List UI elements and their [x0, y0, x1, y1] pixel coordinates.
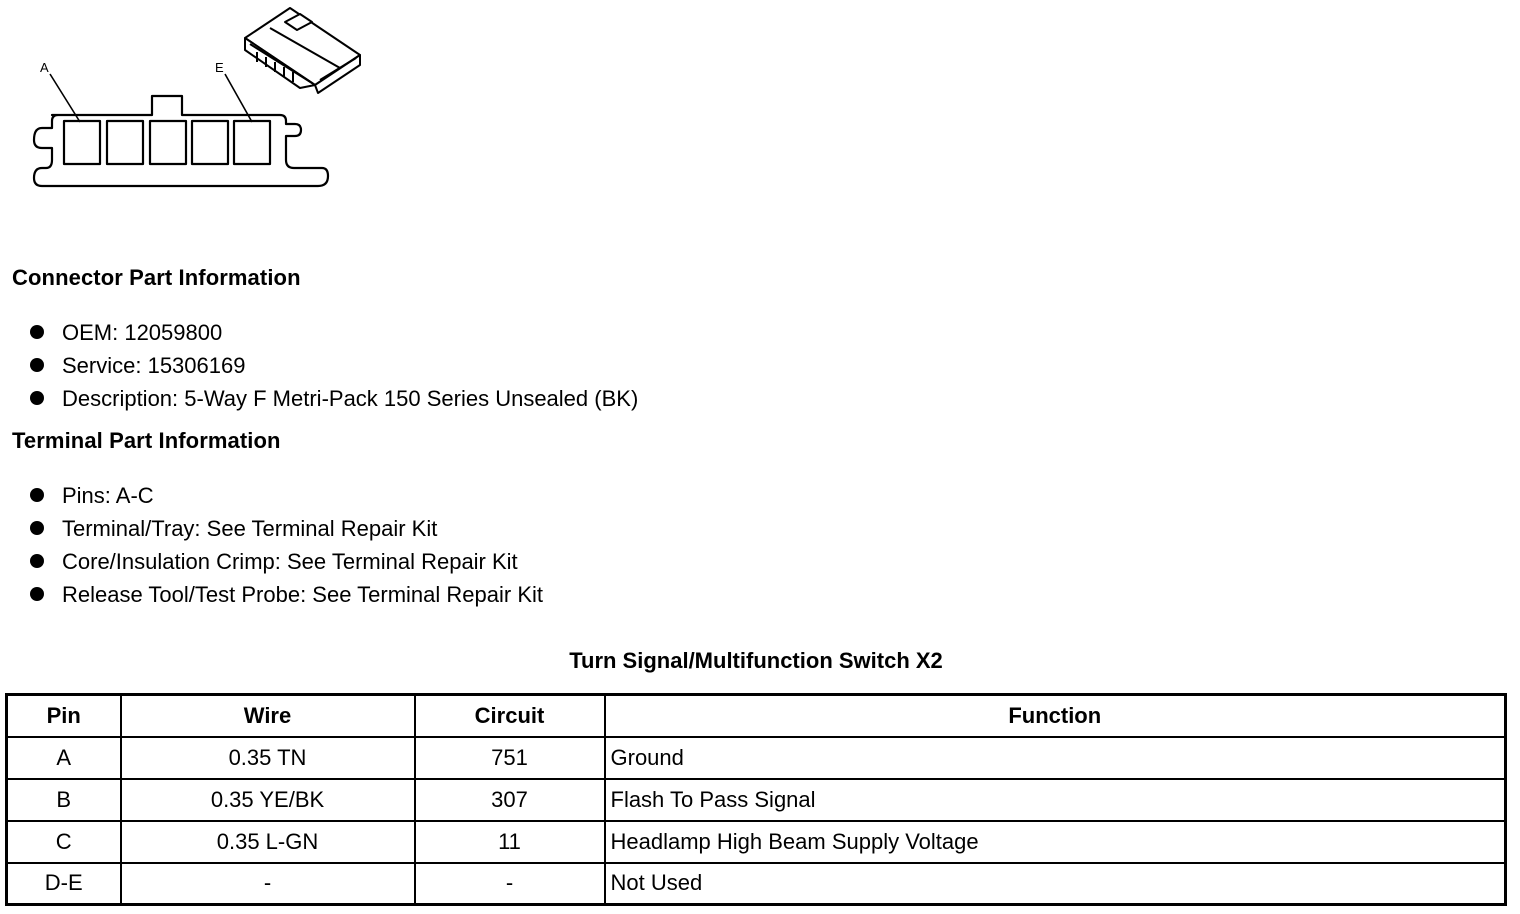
header-wire: Wire: [121, 695, 415, 737]
pinout-table: [5, 693, 1507, 906]
table-row: [7, 779, 1506, 821]
list-item: [30, 545, 543, 578]
oem-number: OEM: 12059800: [62, 320, 223, 345]
connector-diagram: [0, 0, 380, 200]
cell-wire: -: [121, 863, 415, 905]
pin-label-e: E: [215, 60, 224, 75]
cell-wire: 0.35 YE/BK: [121, 779, 415, 821]
cell-pin: A: [7, 737, 121, 779]
terminal-tray-info: Terminal/Tray: See Terminal Repair Kit: [62, 516, 438, 541]
terminal-part-info-list: [30, 479, 543, 611]
bullet-icon: [30, 521, 44, 535]
connector-part-info-heading: Connector Part Information: [12, 265, 301, 290]
list-item: [30, 382, 638, 415]
bullet-icon: [30, 391, 44, 405]
bullet-icon: [30, 325, 44, 339]
header-pin: Pin: [7, 695, 121, 737]
cell-wire: 0.35 L-GN: [121, 821, 415, 863]
cell-pin: D-E: [7, 863, 121, 905]
header-circuit: Circuit: [415, 695, 605, 737]
table-row: [7, 737, 1506, 779]
connector-face: [34, 96, 328, 186]
crimp-info: Core/Insulation Crimp: See Terminal Repair Kit: [62, 549, 518, 574]
cavity-a: [64, 121, 100, 164]
table-row: [7, 863, 1506, 905]
list-item: [30, 316, 638, 349]
connector-isometric-icon: [245, 8, 360, 93]
cell-function: Not Used: [605, 863, 1506, 905]
cell-pin: C: [7, 821, 121, 863]
cell-function: Ground: [605, 737, 1506, 779]
cell-function: Flash To Pass Signal: [605, 779, 1506, 821]
table-header-row: [7, 695, 1506, 737]
bullet-icon: [30, 587, 44, 601]
cavity-e: [234, 121, 270, 164]
cavity-d: [192, 121, 228, 164]
connector-part-info-list: [30, 316, 638, 415]
cell-function: Headlamp High Beam Supply Voltage: [605, 821, 1506, 863]
cavity-b: [107, 121, 143, 164]
table-title: Turn Signal/Multifunction Switch X2: [569, 648, 943, 673]
table-row: [7, 821, 1506, 863]
header-function: Function: [605, 695, 1506, 737]
cell-pin: B: [7, 779, 121, 821]
list-item: [30, 479, 543, 512]
cell-circuit: 11: [415, 821, 605, 863]
cell-circuit: -: [415, 863, 605, 905]
bullet-icon: [30, 358, 44, 372]
pins-info: Pins: A-C: [62, 483, 154, 508]
cavity-c: [150, 121, 186, 164]
service-number: Service: 15306169: [62, 353, 246, 378]
cell-circuit: 307: [415, 779, 605, 821]
list-item: [30, 349, 638, 382]
bullet-icon: [30, 554, 44, 568]
connector-description: Description: 5-Way F Metri-Pack 150 Series Unsealed (BK): [62, 386, 639, 411]
list-item: [30, 512, 543, 545]
list-item: [30, 578, 543, 611]
release-tool-info: Release Tool/Test Probe: See Terminal Repair Kit: [62, 582, 543, 607]
pin-label-a: A: [40, 60, 49, 75]
cell-circuit: 751: [415, 737, 605, 779]
terminal-part-info-heading: Terminal Part Information: [12, 428, 281, 453]
bullet-icon: [30, 488, 44, 502]
cell-wire: 0.35 TN: [121, 737, 415, 779]
